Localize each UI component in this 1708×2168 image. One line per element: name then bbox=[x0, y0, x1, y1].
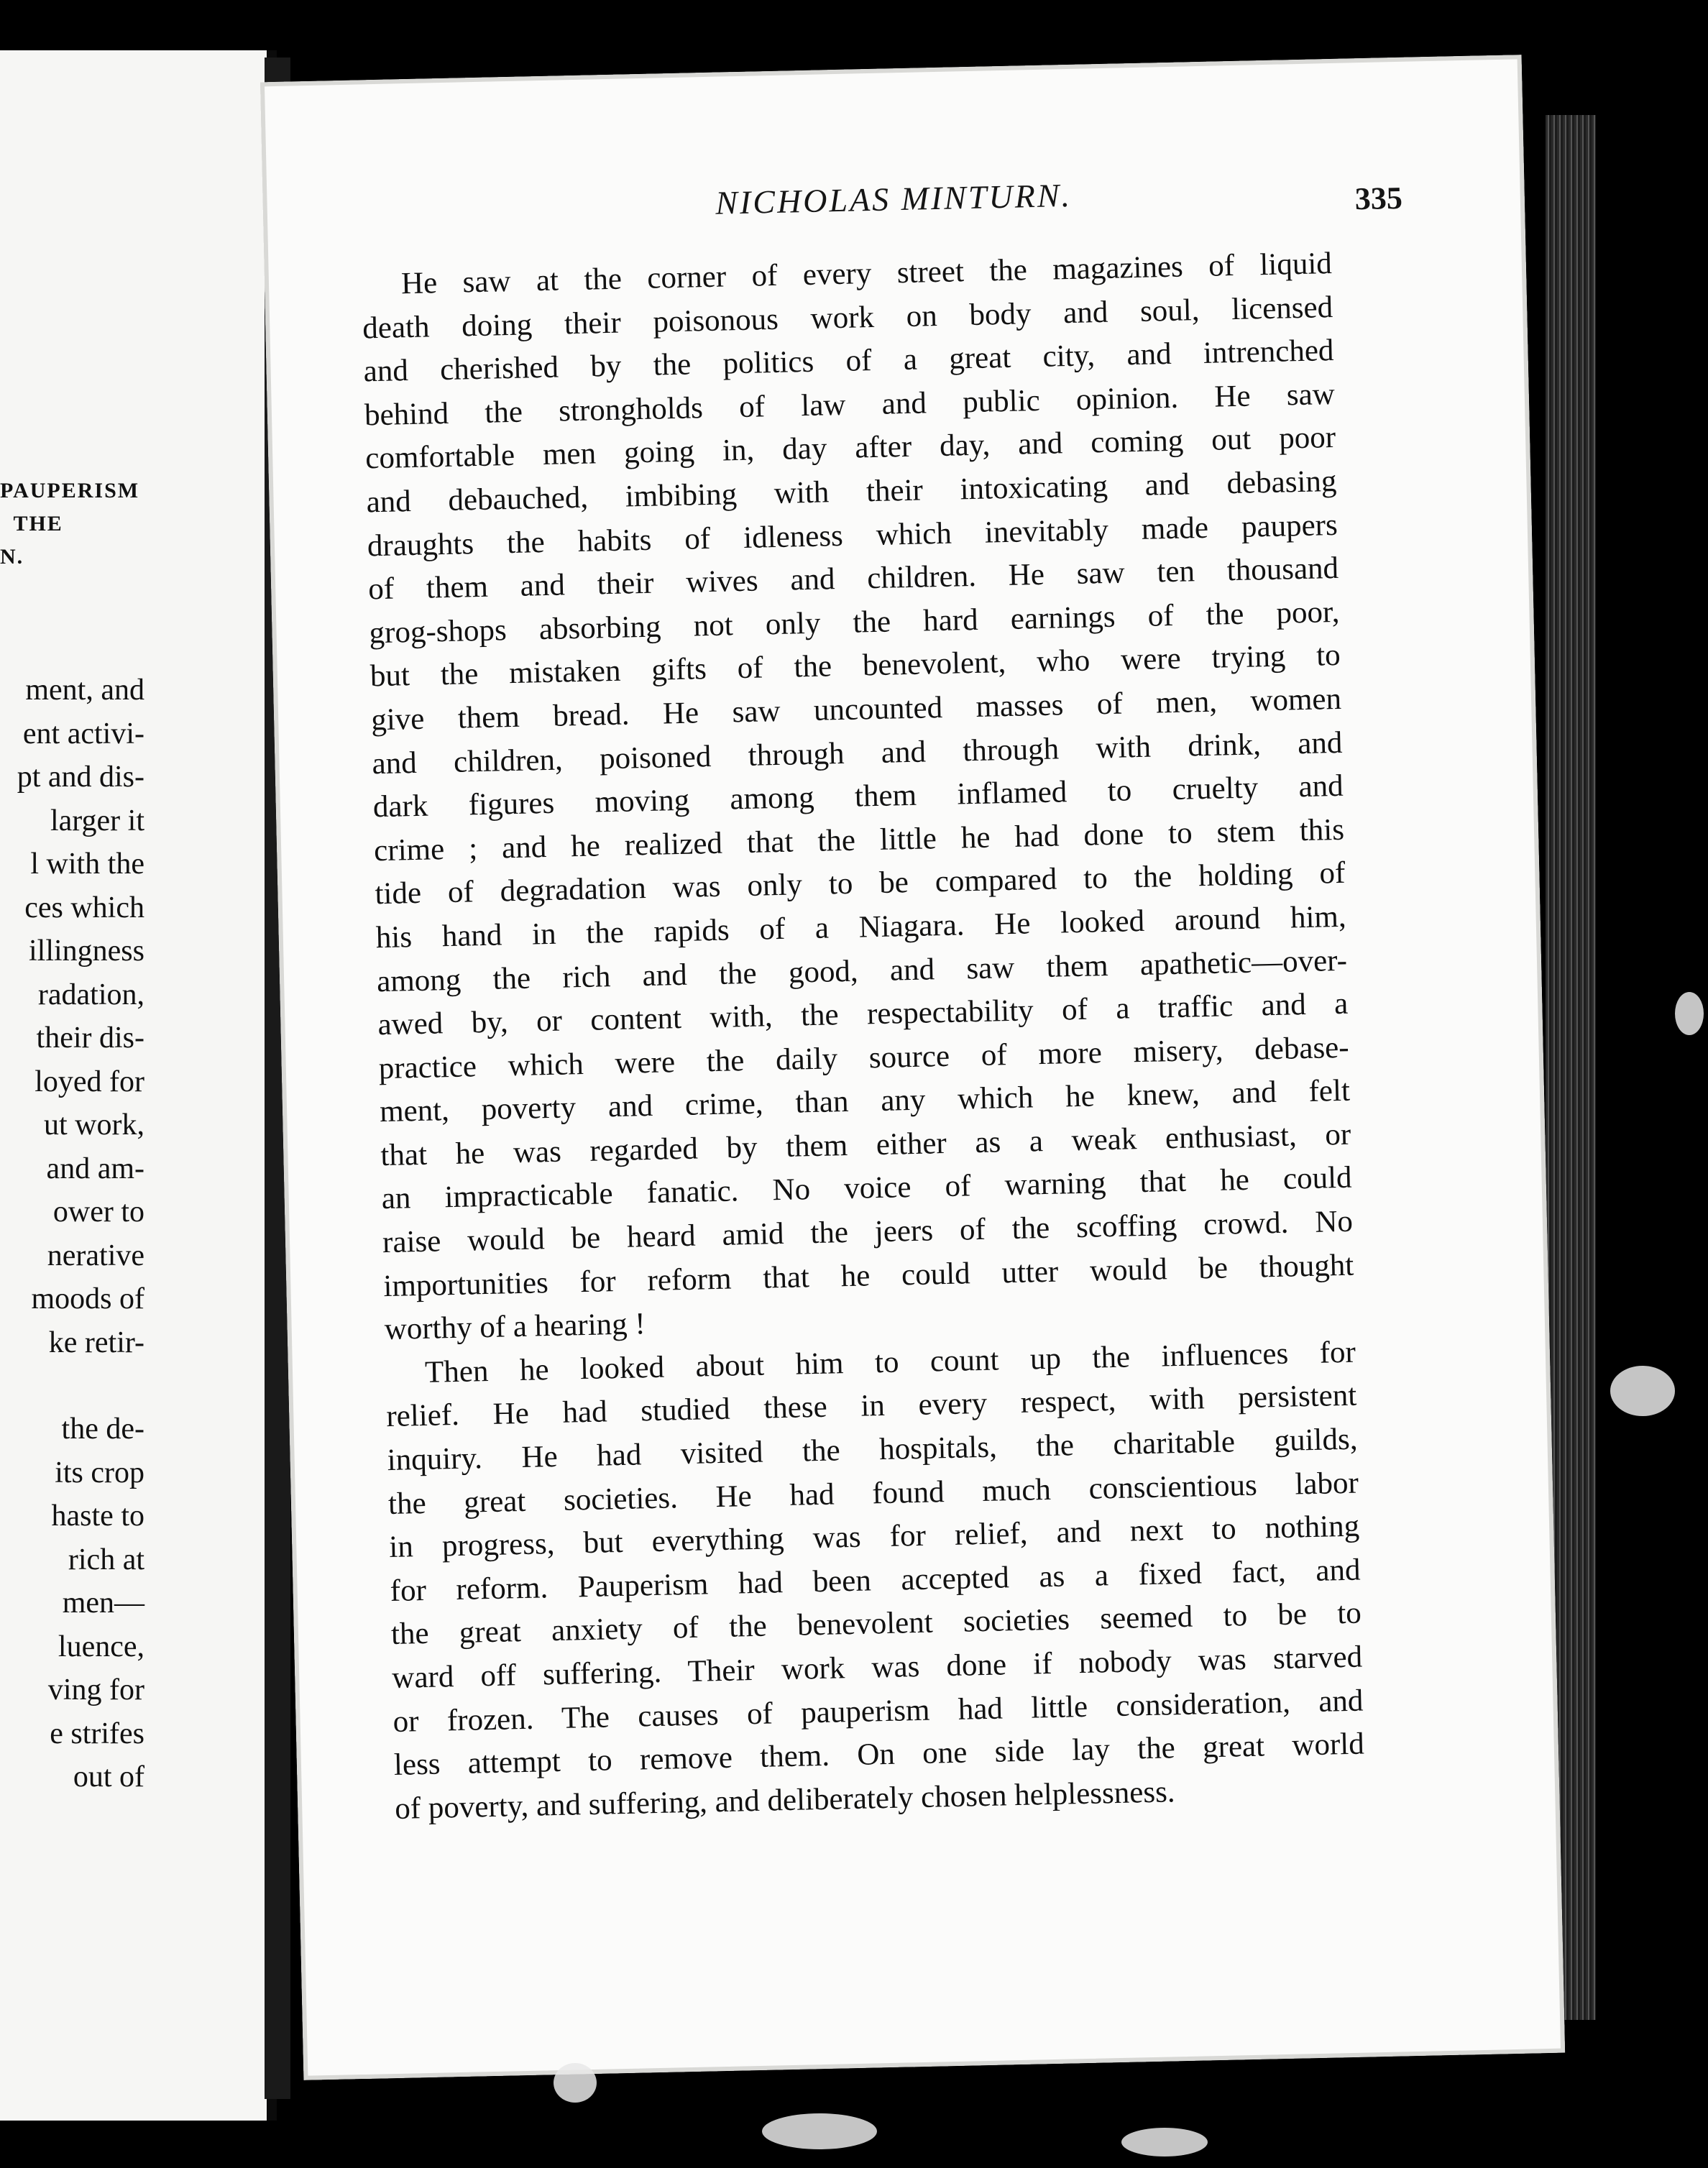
text-line: an impracticable fanatic. No voice of warning that he could bbox=[381, 1161, 1353, 1216]
left-page-line: e strifes bbox=[50, 1717, 144, 1750]
text-line: Then he looked about him to count up the influences for bbox=[424, 1335, 1356, 1390]
text-line: in progress, but everything was for relief, and next to nothing bbox=[388, 1509, 1360, 1565]
scan-speck bbox=[1121, 2128, 1208, 2156]
text-line: raise would be heard amid the jeers of the scoffing crowd. No bbox=[382, 1204, 1354, 1260]
left-page-line: ut work, bbox=[44, 1108, 144, 1142]
left-page-line: illingness bbox=[28, 934, 144, 968]
text-line: ment, poverty and crime, than any which he knew, and felt bbox=[379, 1074, 1351, 1129]
text-line: He saw at the corner of every street the magazines of liquid bbox=[400, 247, 1333, 301]
text-line: the great societies. He had found much conscientious labor bbox=[387, 1466, 1359, 1521]
left-page-line: and am- bbox=[46, 1152, 144, 1185]
left-page-line: haste to bbox=[51, 1499, 144, 1533]
scan-speck bbox=[762, 2113, 877, 2149]
text-line: relief. He had studied these in every respect, with persistent bbox=[385, 1379, 1357, 1434]
left-page-line: out of bbox=[73, 1760, 144, 1793]
left-page-line: rich at bbox=[68, 1543, 144, 1576]
left-page-line: its crop bbox=[55, 1456, 144, 1489]
scan-speck bbox=[1675, 992, 1704, 1035]
left-page-line: ent activi- bbox=[22, 717, 144, 750]
text-line: practice which were the daily source of more misery, debase- bbox=[378, 1030, 1350, 1085]
text-line: tide of degradation was only to be compared to the holding of bbox=[375, 856, 1346, 911]
left-page-line: ces which bbox=[24, 891, 144, 924]
scan-speck bbox=[554, 2063, 597, 2103]
text-line: dark figures moving among them inflamed to cruelty and bbox=[372, 768, 1344, 825]
left-page-line: luence, bbox=[58, 1630, 144, 1663]
text-line: or frozen. The causes of pauperism had little consideration, and bbox=[392, 1684, 1364, 1739]
left-page-line: ment, and bbox=[25, 674, 144, 707]
text-line: for reform. Pauperism had been accepted as a fixed fact, and bbox=[390, 1553, 1361, 1608]
text-line: less attempt to remove them. On one side lay the great world bbox=[393, 1727, 1365, 1783]
text-line: death doing their poisonous work on body and soul, licensed bbox=[362, 290, 1333, 346]
left-page-line bbox=[17, 1364, 144, 1407]
text-line: behind the strongholds of law and public opinion. He saw bbox=[364, 377, 1336, 433]
left-page-text bbox=[17, 669, 144, 1799]
text-line: that he was regarded by them either as a weak enthusiast, or bbox=[380, 1117, 1351, 1173]
left-page-heading: PAUPERISM THE N. bbox=[0, 479, 140, 569]
left-page-line: nerative bbox=[47, 1239, 144, 1272]
text-line: inquiry. He had visited the hospitals, the charitable guilds, bbox=[387, 1422, 1358, 1478]
left-page-line: men— bbox=[62, 1586, 144, 1620]
page-body bbox=[361, 242, 1365, 1831]
left-page-line: larger it bbox=[50, 804, 144, 837]
text-line: the great anxiety of the benevolent societies seemed to be to bbox=[390, 1596, 1362, 1652]
left-page-line: ke retir- bbox=[48, 1326, 144, 1359]
left-page-line: their dis- bbox=[36, 1021, 144, 1055]
running-head: NICHOLAS MINTURN. bbox=[715, 176, 1073, 221]
text-line: and debauched, imbibing with their intoxicating and debasing bbox=[366, 464, 1337, 520]
scan-speck bbox=[1610, 1366, 1675, 1416]
text-line: draughts the habits of idleness which inevitably made paupers bbox=[367, 507, 1339, 563]
text-line: grog-shops absorbing not only the hard earnings of the poor, bbox=[369, 594, 1340, 651]
text-line: of them and their wives and children. He saw ten thousand bbox=[367, 551, 1339, 607]
text-line: give them bread. He saw uncounted masses of men, women bbox=[370, 681, 1342, 738]
text-line: but the mistaken gifts of the benevolent, who were trying to bbox=[369, 638, 1341, 694]
left-page-line: moods of bbox=[31, 1282, 144, 1315]
facing-left-page bbox=[0, 50, 277, 2121]
text-line: ward off suffering. Their work was done if nobody was starved bbox=[391, 1640, 1363, 1695]
text-line: crime ; and he realized that the little he had done to stem this bbox=[373, 812, 1345, 868]
text-line: worthy of a hearing ! bbox=[384, 1307, 646, 1347]
text-line: among the rich and the good, and saw them apathetic—over- bbox=[376, 943, 1348, 998]
text-line: awed by, or content with, the respectability of a traffic and a bbox=[377, 986, 1349, 1042]
main-page bbox=[260, 55, 1565, 2080]
left-page-line: ving for bbox=[47, 1673, 144, 1707]
text-line: and children, poisoned through and through with drink, and bbox=[372, 725, 1343, 781]
text-line: comfortable men going in, day after day, and coming out poor bbox=[364, 421, 1336, 476]
page-number: 335 bbox=[1354, 180, 1403, 217]
left-page-line: ower to bbox=[52, 1195, 144, 1228]
left-page-line: radation, bbox=[37, 978, 144, 1011]
left-page-line: loyed for bbox=[35, 1065, 144, 1098]
text-line: his hand in the rapids of a Niagara. He looked around him, bbox=[375, 899, 1347, 955]
text-line: and cherished by the politics of a great city, and intrenched bbox=[363, 334, 1334, 389]
left-page-line: the de- bbox=[61, 1413, 144, 1446]
left-page-line: l with the bbox=[30, 848, 144, 881]
left-page-line: pt and dis- bbox=[17, 761, 144, 794]
text-line: of poverty, and suffering, and deliberately chosen helplessness. bbox=[394, 1775, 1176, 1826]
text-line: importunities for reform that he could utter would be thought bbox=[382, 1248, 1354, 1303]
